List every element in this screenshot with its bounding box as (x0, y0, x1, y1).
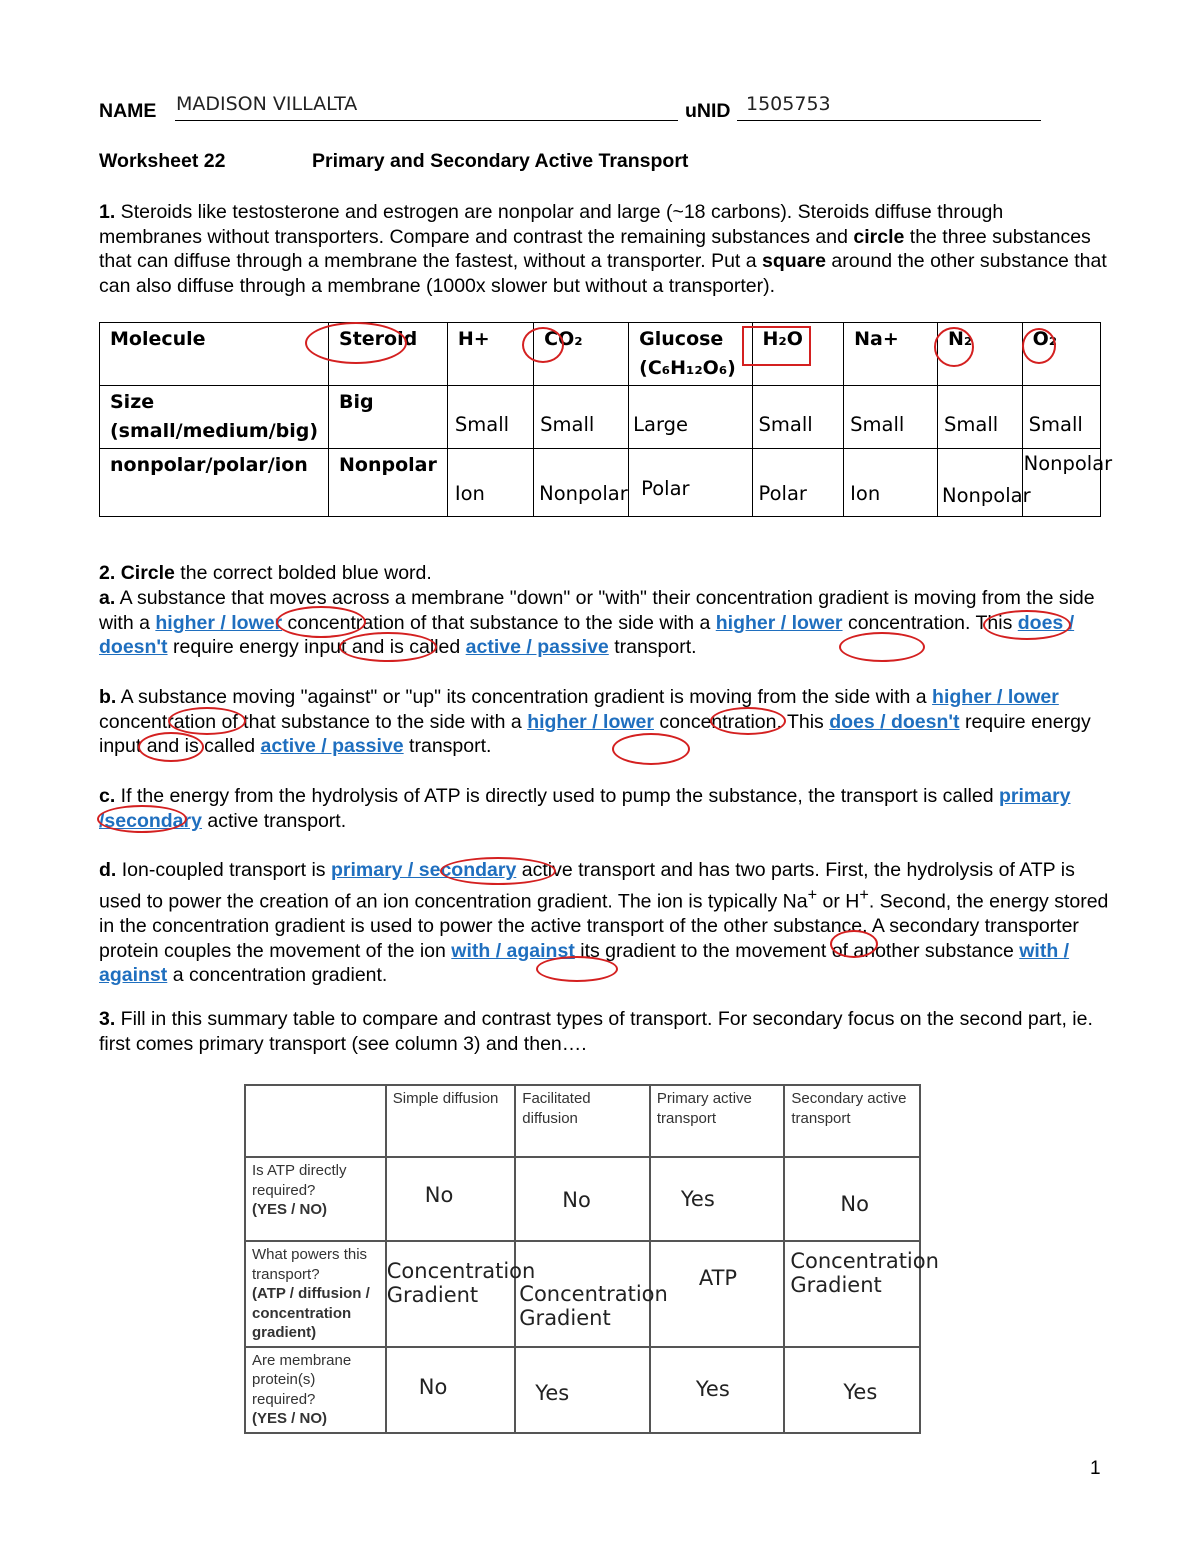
q2b-option-4[interactable]: active / passive (260, 735, 404, 758)
size-glucose[interactable]: Large (633, 413, 689, 436)
q2d-text-2: active transport and has two parts. First, the hydrolysis of ATP is used to power the creation of an ion concentration gradient. The ion is typically Na (99, 859, 1075, 913)
polarity-steroid: Nonpolar (339, 454, 437, 476)
q2b-text-4: require energy input and is called (99, 710, 1091, 758)
size-steroid: Big (339, 391, 374, 413)
atp-primary[interactable]: Yes (680, 1187, 715, 1211)
molecule-header-label: Molecule (110, 328, 206, 350)
empty-corner (245, 1085, 386, 1157)
atp-secondary[interactable]: No (840, 1192, 869, 1216)
q2-circle-word: Circle (120, 562, 175, 584)
molecule-header-n2: N₂ (948, 328, 973, 350)
size-h-plus[interactable]: Small (454, 413, 510, 436)
q2d-option-3[interactable]: with / against (99, 939, 1070, 987)
transport-summary-table (244, 1084, 939, 1434)
question-2c (99, 784, 1109, 833)
molecule-header-na-plus: Na+ (854, 328, 899, 350)
q2d-option-1[interactable]: primary / secondary (330, 859, 517, 881)
name-label: NAME (99, 100, 157, 122)
col-simple-diffusion: Simple diffusion (392, 1090, 499, 1107)
circle-2b-higher (710, 707, 786, 735)
q2d-text-5: its gradient to the movement of another substance (574, 939, 1020, 962)
circle-2d-against (536, 956, 618, 982)
q2a-label: a. (99, 587, 116, 609)
q2d-label: d. (99, 859, 117, 881)
polarity-h-plus[interactable]: Ion (454, 482, 485, 505)
q2b-text-3: concentration. This (653, 710, 830, 733)
q2d-text-1: Ion-coupled transport is (116, 859, 331, 881)
power-row (245, 1241, 920, 1347)
q2b-label: b. (99, 686, 117, 708)
power-row-question: What powers this transport? (252, 1246, 368, 1283)
circle-2d-secondary (440, 857, 556, 885)
page-number: 1 (1090, 1458, 1101, 1479)
question-3 (99, 1007, 1109, 1056)
page-title: Primary and Secondary Active Transport (312, 150, 689, 172)
protein-simple[interactable]: No (418, 1374, 448, 1399)
q2a-option-3[interactable]: does / doesn't (99, 611, 1075, 659)
polarity-row-label: nonpolar/polar/ion (110, 454, 308, 476)
circle-2a-passive (839, 632, 925, 662)
q2d-text-6: a concentration gradient. (167, 964, 388, 987)
q2a-option-2[interactable]: higher / lower (715, 611, 843, 634)
col-secondary-active: Secondary active transport (791, 1090, 907, 1127)
q2b-text-1: A substance moving "against" or "up" its concentration gradient is moving from the side with a (116, 686, 933, 708)
q1-number: 1. (99, 201, 116, 223)
power-secondary[interactable]: Concentration Gradient (790, 1249, 939, 1297)
name-line (175, 120, 678, 121)
q3-number: 3. (99, 1008, 116, 1030)
name-value[interactable]: MADISON VILLALTA (176, 93, 358, 115)
size-na-plus[interactable]: Small (850, 413, 905, 436)
molecule-header-steroid: Steroid (339, 328, 418, 350)
q2a-text-3: concentration. This (842, 611, 1018, 634)
q1-square-word: square (762, 250, 826, 273)
circle-2c-primary (97, 805, 187, 833)
polarity-co2[interactable]: Nonpolar (539, 482, 628, 505)
q1-text-1: Steroids like testosterone and estrogen are nonpolar and large (~18 carbons). Steroids diffuse through membranes without transporters. Compare and contrast the remaining substances and (99, 201, 1004, 248)
q2-number: 2. (99, 562, 116, 584)
question-2b (99, 685, 1109, 759)
atp-row-question: Is ATP directly required? (252, 1162, 347, 1199)
question-1 (99, 200, 1109, 299)
q2a-text-1: A substance that moves across a membrane "down" or "with" their concentration gradient is moving from the side with a (99, 587, 1095, 634)
circle-2b-active (612, 733, 690, 765)
q2d-superscript-h: + (859, 885, 869, 904)
polarity-n2[interactable]: Nonpolar (942, 484, 1031, 507)
q2b-text-5: transport. (403, 735, 492, 758)
molecule-header-h-plus: H+ (457, 328, 490, 350)
circle-2a-doesnt (339, 632, 437, 662)
unid-value[interactable]: 1505753 (746, 93, 831, 115)
size-o2[interactable]: Small (1028, 413, 1083, 436)
protein-row (245, 1347, 920, 1433)
unid-line (737, 120, 1041, 121)
q2a-text-4: require energy input and is called (167, 636, 466, 659)
q2d-superscript-na: + (807, 885, 818, 904)
power-simple[interactable]: Concentration Gradient (386, 1259, 536, 1307)
molecule-header-h2o: H₂O (762, 328, 803, 350)
square-h2o (742, 326, 811, 366)
circle-2b-lower (168, 707, 246, 735)
q2d-option-2[interactable]: with / against (451, 939, 575, 962)
q1-text-3: around the other substance that can also diffuse through a membrane (1000x slower but without a transporter). (99, 250, 1107, 298)
power-row-options: (ATP / diffusion / concentration gradient) (252, 1285, 370, 1341)
circle-steroid (305, 322, 407, 364)
atp-row-options: (YES / NO) (252, 1201, 328, 1218)
molecule-header-co2: CO₂ (544, 328, 583, 350)
col-facilitated-diffusion: Facilitated diffusion (522, 1090, 591, 1127)
size-co2[interactable]: Small (540, 413, 595, 436)
q2b-option-1[interactable]: higher / lower (932, 686, 1059, 708)
q2-intro: the correct bolded blue word. (174, 562, 432, 584)
polarity-glucose[interactable]: Polar (641, 477, 690, 500)
polarity-o2[interactable]: Nonpolar (1023, 452, 1113, 475)
q2a-option-1[interactable]: higher / lower (155, 611, 283, 634)
molecule-header-glucose: Glucose (C₆H₁₂O₆) (639, 328, 736, 379)
q1-text-2: the three substances that can diffuse through a membrane the fastest, without a transporter. Put a (99, 225, 1091, 273)
protein-row-options: (YES / NO) (252, 1410, 328, 1427)
q2b-text-2: concentration of that substance to the side with a (99, 710, 528, 733)
worksheet-number: Worksheet 22 (99, 150, 226, 172)
atp-facilitated[interactable]: No (562, 1188, 591, 1212)
q2b-option-3[interactable]: does / doesn't (829, 710, 960, 733)
protein-primary[interactable]: Yes (695, 1376, 730, 1401)
size-row-label: Size (small/medium/big) (110, 391, 319, 442)
circle-o2 (1022, 328, 1056, 364)
q2d-text-4: . Second, the energy stored in the concentration gradient is used to power the active transport of the other substance. A secondary transporter protein couples the movement of the ion (99, 890, 1109, 962)
power-row-label (246, 1242, 385, 1346)
circle-2d-with (830, 930, 878, 958)
q2d-text-3: or H (817, 890, 860, 913)
transport-header-row (245, 1085, 920, 1157)
polarity-na-plus[interactable]: Ion (850, 482, 881, 505)
protein-secondary[interactable]: Yes (843, 1379, 878, 1404)
q1-circle-word: circle (853, 225, 905, 248)
atp-row-label (246, 1158, 385, 1223)
circle-2b-does (138, 732, 204, 762)
atp-row (245, 1157, 920, 1241)
q2a-text-2: concentration of that substance to the side with a (282, 611, 716, 634)
q3-text: Fill in this summary table to compare and contrast types of transport. For secondary focus on the second part, ie. first comes primary transport (see column 3) and then…. (99, 1008, 1093, 1055)
protein-row-question: Are membrane protein(s) required? (252, 1351, 352, 1408)
size-h2o[interactable]: Small (758, 413, 813, 436)
question-2a (99, 586, 1109, 660)
circle-co2 (522, 327, 564, 363)
atp-simple[interactable]: No (424, 1183, 454, 1207)
q2c-option-1[interactable]: primary /secondary (99, 785, 1071, 832)
q2b-option-2[interactable]: higher / lower (527, 710, 654, 733)
circle-2a-lower (983, 610, 1071, 640)
size-n2[interactable]: Small (944, 413, 999, 436)
molecule-polarity-row (100, 449, 1101, 517)
molecule-header-o2: O₂ (1032, 328, 1058, 350)
question-2-intro (99, 561, 1109, 586)
q2a-text-5: transport. (608, 636, 697, 659)
molecule-size-row (100, 386, 1101, 449)
q2c-text-1: If the energy from the hydrolysis of ATP is directly used to pump the substance, the transport is called (115, 785, 999, 807)
power-facilitated[interactable]: Concentration Gradient (519, 1282, 668, 1330)
circle-n2 (934, 327, 974, 367)
power-primary[interactable]: ATP (698, 1266, 738, 1290)
protein-row-label (246, 1348, 385, 1432)
q2c-text-2: active transport. (201, 809, 347, 832)
circle-2a-higher (276, 606, 366, 638)
col-primary-active: Primary active transport (656, 1090, 752, 1127)
unid-label: uNID (685, 100, 731, 122)
q2a-option-4[interactable]: active / passive (465, 636, 609, 659)
protein-facilitated[interactable]: Yes (535, 1380, 570, 1405)
polarity-h2o[interactable]: Polar (758, 482, 807, 505)
q2c-label: c. (99, 785, 116, 807)
